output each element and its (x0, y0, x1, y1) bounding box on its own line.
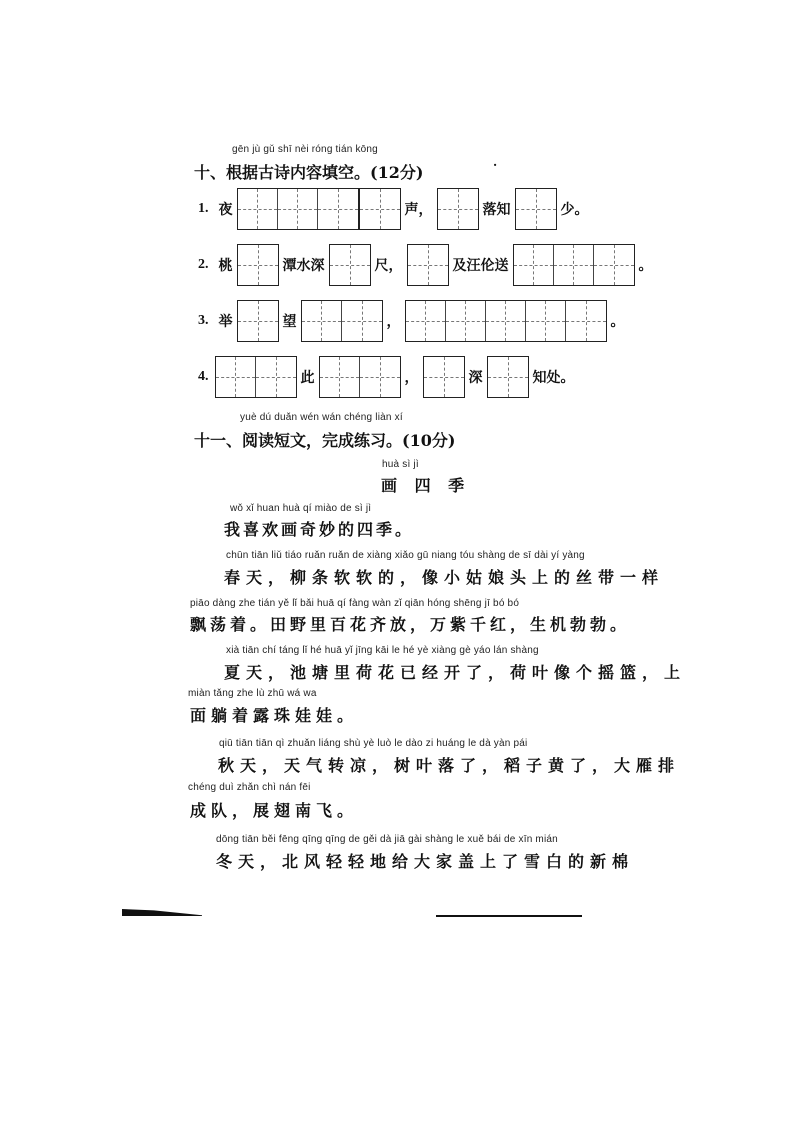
row-number: 3. (198, 313, 209, 328)
line-pinyin: miàn tǎng zhe lù zhū wá wa (188, 688, 317, 699)
line-pinyin: wǒ xǐ huan huà qí miào de sì jì (230, 503, 372, 514)
poem-text: 望 (282, 314, 297, 330)
poem-text: 尺， (374, 258, 403, 274)
poem-text: 。 (610, 314, 625, 330)
line-pinyin: chéng duì zhǎn chì nán fēi (188, 782, 311, 793)
poem-text: 声， (404, 202, 433, 218)
answer-grid[interactable] (405, 300, 607, 342)
passage-line: 我喜欢画奇妙的四季。 (224, 520, 415, 539)
scan-bar-right (436, 915, 582, 917)
answer-grid[interactable] (301, 300, 383, 342)
grid-cell[interactable] (566, 301, 606, 341)
grid-cell[interactable] (486, 301, 526, 341)
poem-text: 此 (300, 370, 315, 386)
answer-grid[interactable] (319, 356, 401, 398)
answer-grid[interactable] (237, 188, 359, 230)
passage-title-pinyin: huà sì jì (382, 459, 419, 470)
passage-line: 春天，柳条软软的，像小姑娘头上的丝带一样 (224, 568, 665, 587)
grid-cell[interactable] (256, 357, 296, 397)
line-pinyin: dōng tiān běi fēng qīng qīng de gěi dà jiā gài shàng le xuě bái de xīn mián (216, 834, 558, 845)
poem-text: 深 (468, 370, 483, 386)
grid-cell[interactable] (238, 301, 278, 341)
grid-cell[interactable] (554, 245, 594, 285)
answer-grid[interactable] (407, 244, 449, 286)
poem-text: 潭水深 (282, 258, 325, 274)
answer-grid[interactable] (487, 356, 529, 398)
poem-text: 少。 (560, 202, 589, 218)
grid-cell[interactable] (318, 189, 358, 229)
answer-grid[interactable] (237, 244, 279, 286)
poem-row-3 (198, 300, 629, 342)
poem-row-2 (198, 244, 657, 286)
poem-text: 夜 (218, 202, 233, 218)
poem-text: 桃 (218, 258, 233, 274)
answer-grid[interactable] (423, 356, 465, 398)
poem-row-4 (198, 356, 579, 398)
poem-text: 及汪伦送 (452, 258, 509, 274)
grid-cell[interactable] (438, 189, 478, 229)
row-number: 4. (198, 369, 209, 384)
scan-bar-left (122, 909, 202, 916)
section11-pinyin: yuè dú duǎn wén wán chéng liàn xí (240, 412, 403, 423)
poem-row-1 (198, 188, 593, 230)
answer-grid[interactable] (215, 356, 297, 398)
passage-title: 画 四 季 (381, 476, 471, 495)
grid-cell[interactable] (278, 189, 318, 229)
line-pinyin: xià tiān chí táng lǐ hé huā yǐ jīng kāi le hé yè xiàng gè yáo lán shàng (226, 645, 539, 656)
poem-text: 。 (638, 258, 653, 274)
section10-pinyin: gēn jù gǔ shī nèi róng tián kōng (232, 144, 378, 155)
line-pinyin: qiū tiān tiān qì zhuǎn liáng shù yè luò le dào zi huáng le dà yàn pái (219, 738, 528, 749)
grid-cell[interactable] (360, 357, 400, 397)
grid-cell[interactable] (238, 189, 278, 229)
poem-text: 落知 (482, 202, 511, 218)
passage-line: 面躺着露珠娃娃。 (190, 706, 359, 725)
poem-text: 举 (218, 314, 233, 330)
grid-cell[interactable] (446, 301, 486, 341)
grid-cell[interactable] (514, 245, 554, 285)
passage-line: 飘荡着。田野里百花齐放，万紫千红，生机勃勃。 (190, 615, 631, 634)
grid-cell[interactable] (360, 189, 400, 229)
answer-grid[interactable] (359, 188, 401, 230)
grid-cell[interactable] (302, 301, 342, 341)
grid-cell[interactable] (526, 301, 566, 341)
answer-grid[interactable] (437, 188, 479, 230)
section10-title: 十、根据古诗内容填空。(12分) (194, 163, 424, 182)
grid-cell[interactable] (424, 357, 464, 397)
grid-cell[interactable] (216, 357, 256, 397)
row-number: 1. (198, 201, 209, 216)
scan-mark: · (493, 158, 498, 172)
passage-line: 成队，展翅南飞。 (190, 801, 359, 820)
grid-cell[interactable] (408, 245, 448, 285)
grid-cell[interactable] (516, 189, 556, 229)
answer-grid[interactable] (515, 188, 557, 230)
passage-line: 冬天，北风轻轻地给大家盖上了雪白的新棉 (216, 852, 635, 871)
poem-text: ， (386, 314, 401, 330)
poem-text: 知处。 (532, 370, 575, 386)
line-pinyin: piāo dàng zhe tián yě lǐ bǎi huā qí fàng wàn zǐ qiān hóng shēng jī bó bó (190, 598, 520, 609)
answer-grid[interactable] (513, 244, 635, 286)
answer-grid[interactable] (329, 244, 371, 286)
grid-cell[interactable] (330, 245, 370, 285)
row-number: 2. (198, 257, 209, 272)
grid-cell[interactable] (320, 357, 360, 397)
grid-cell[interactable] (488, 357, 528, 397)
passage-line: 秋天，天气转凉，树叶落了，稻子黄了，大雁排 (218, 756, 681, 775)
answer-grid[interactable] (237, 300, 279, 342)
grid-cell[interactable] (406, 301, 446, 341)
section11-title: 十一、阅读短文，完成练习。(10分) (194, 431, 456, 450)
grid-cell[interactable] (342, 301, 382, 341)
line-pinyin: chūn tiān liǔ tiáo ruǎn ruǎn de xiàng xiǎo gū niang tóu shàng de sī dài yí yàng (226, 550, 585, 561)
poem-text: ， (404, 370, 419, 386)
grid-cell[interactable] (594, 245, 634, 285)
passage-line: 夏天，池塘里荷花已经开了，荷叶像个摇篮，上 (224, 663, 687, 682)
grid-cell[interactable] (238, 245, 278, 285)
